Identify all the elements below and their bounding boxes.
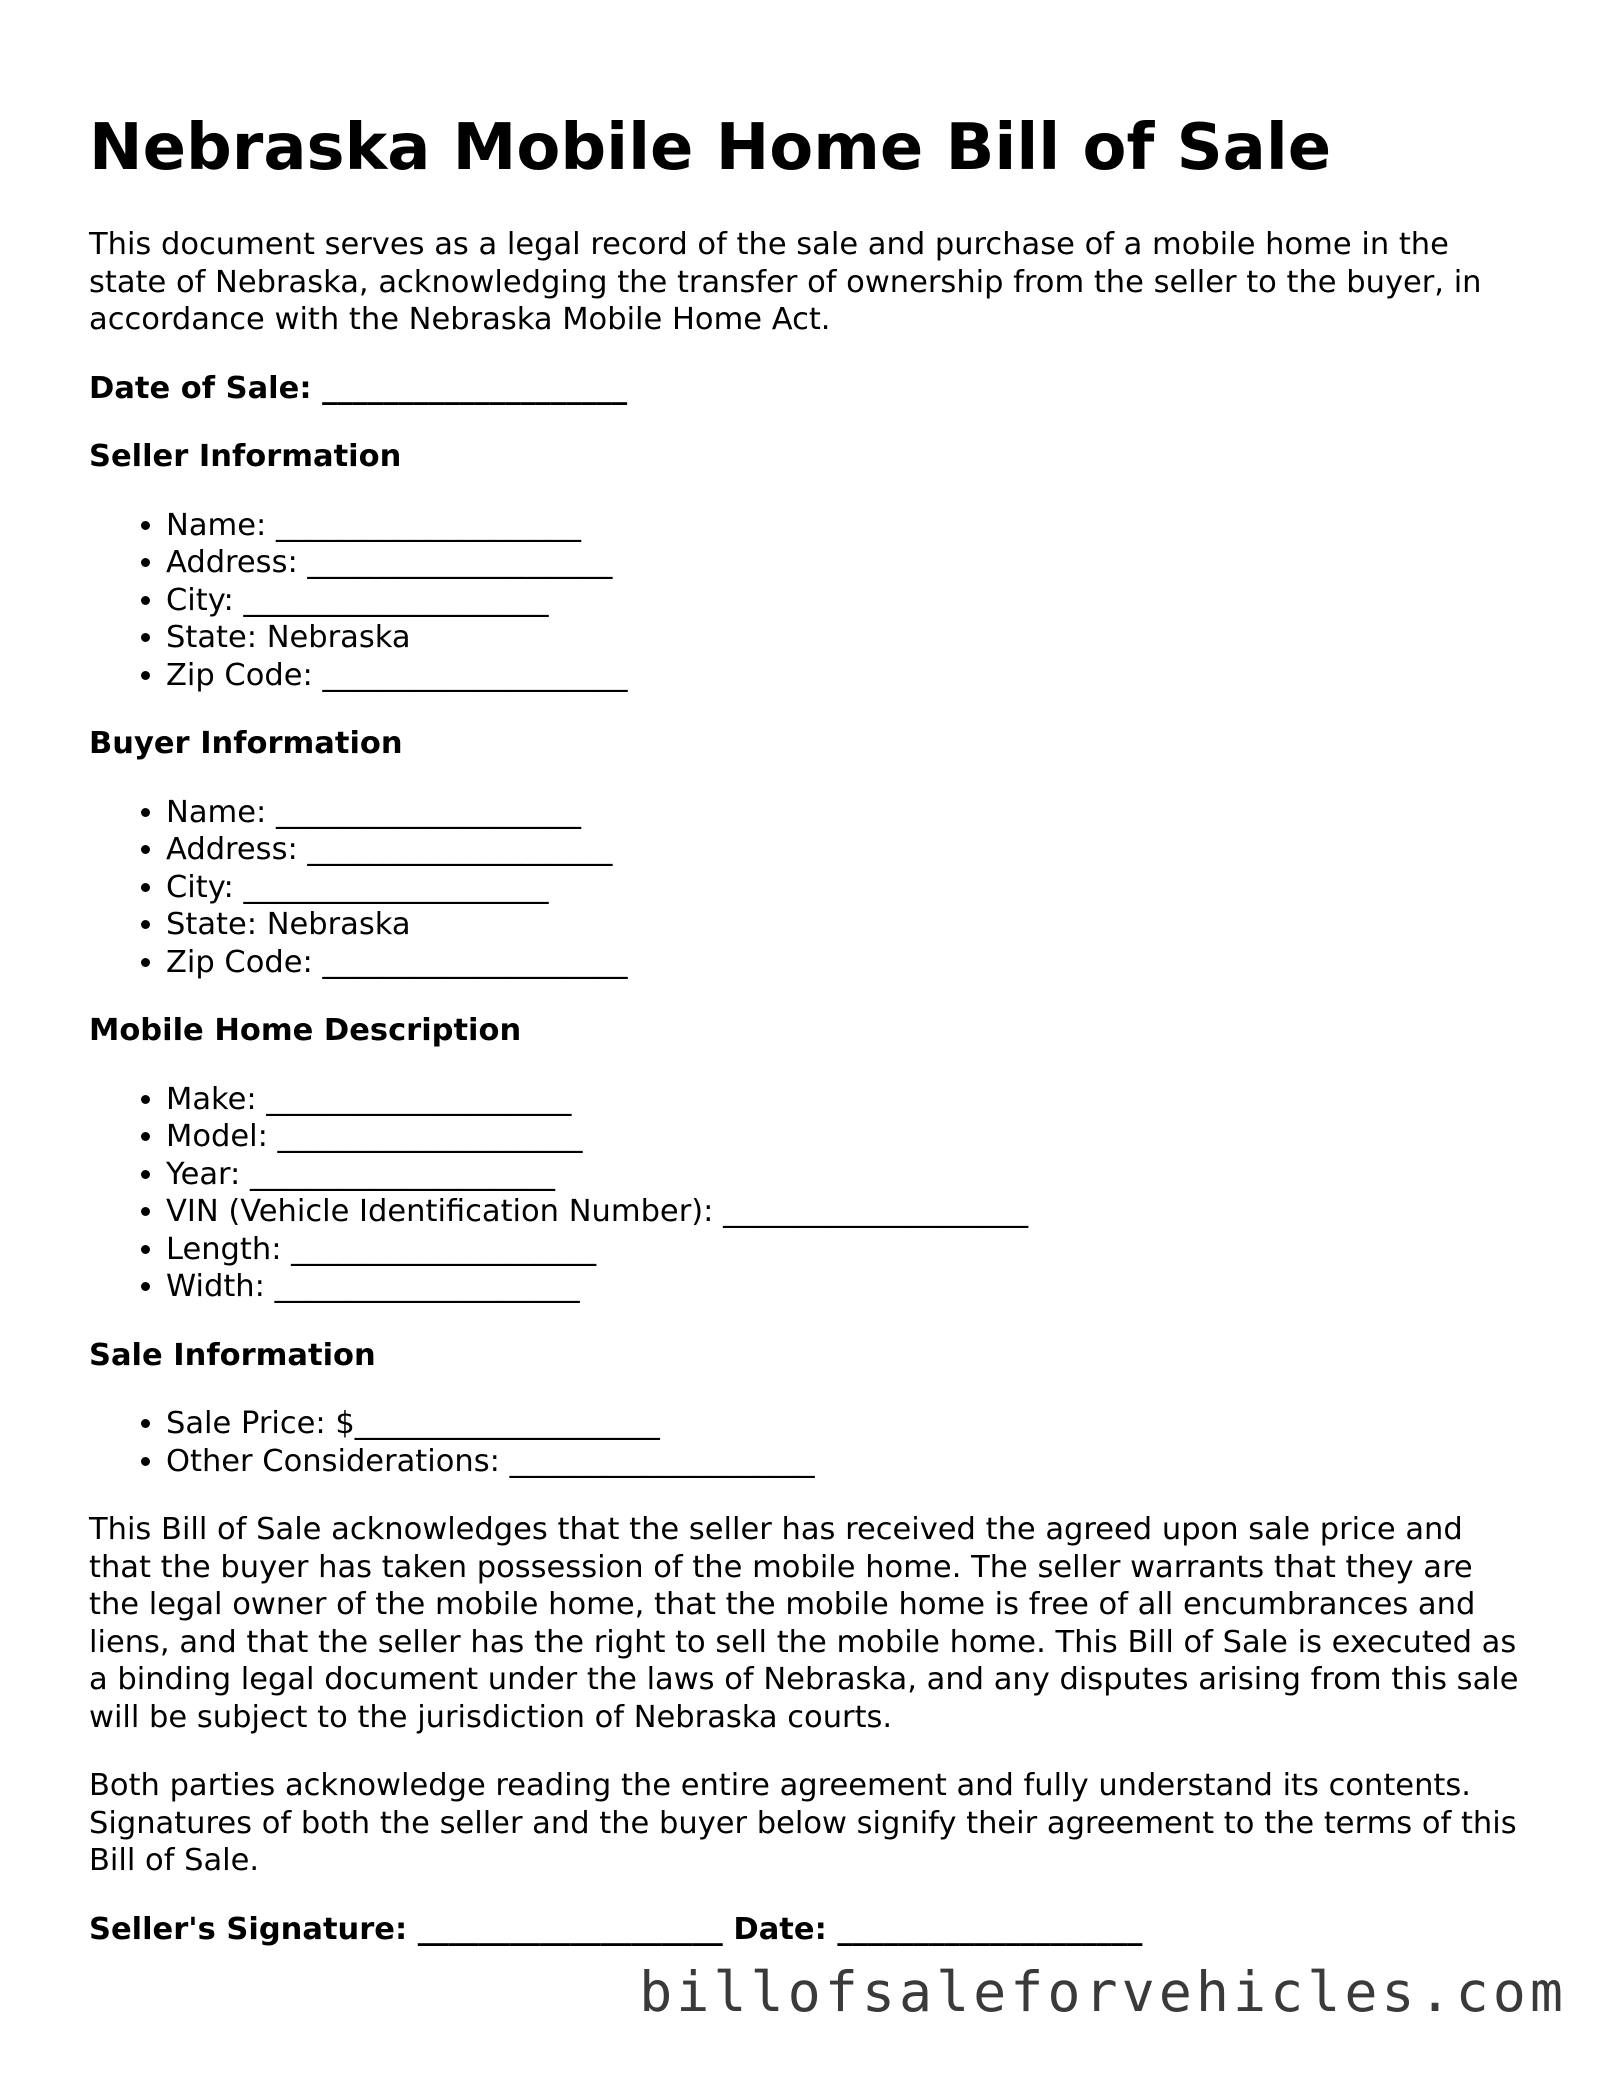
seller-zip-field: • Zip Code: ____________________ [166,657,1529,695]
length-field: • Length: ____________________ [166,1231,1529,1269]
buyer-name-field: • Name: ____________________ [166,794,1529,832]
mobile-home-heading: Mobile Home Description [89,1013,522,1048]
sale-price-field: • Sale Price: $____________________ [166,1405,1529,1443]
seller-address-field: • Address: ____________________ [166,544,1529,582]
buyer-city-field: • City: ____________________ [166,869,1529,907]
buyer-heading: Buyer Information [89,726,403,761]
seller-name-field: • Name: ____________________ [166,507,1529,545]
document-page [89,110,1529,1948]
vin-field: • VIN (Vehicle Identification Number): ____________________ [166,1193,1529,1231]
sale-heading: Sale Information [89,1337,376,1373]
acknowledgement-paragraph: This Bill of Sale acknowledges that the seller has received the agreed upon sale price and that the buyer has taken possession of the mobile home. The seller warrants that they are the legal owner of the mobile home, that the mobile home is free of all encumbrances and liens, and that the seller has the right to sell the mobile home. This Bill of Sale is executed as a binding legal document under the laws of Nebraska, and any disputes arising from this sale will be subject to the jurisdiction of Nebraska courts. [89,1512,1519,1735]
seller-state-field: • State: Nebraska [166,619,1529,657]
document-title: Nebraska Mobile Home Bill of Sale [89,111,1332,185]
date-of-sale-field: Date of Sale: ____________________ [89,370,628,406]
seller-list [89,507,1529,695]
seller-heading: Seller Information [89,439,402,474]
seller-signature-line: Seller's Signature: ____________________ Date: ____________________ [89,1911,1143,1947]
seller-city-field: • City: ____________________ [166,582,1529,620]
make-field: • Make: ____________________ [166,1081,1529,1119]
agreement-paragraph: Both parties acknowledge reading the entire agreement and fully understand its contents. Signatures of both the seller and the buyer below signify their agreement to the terms of this Bill of Sale. [89,1768,1517,1878]
mobile-home-list [89,1081,1529,1306]
buyer-address-field: • Address: ____________________ [166,831,1529,869]
watermark-text: billofsaleforvehicles.com [639,1960,1567,2024]
sale-list [89,1405,1529,1480]
year-field: • Year: ____________________ [166,1156,1529,1194]
buyer-state-field: • State: Nebraska [166,906,1529,944]
model-field: • Model: ____________________ [166,1118,1529,1156]
buyer-list [89,794,1529,982]
buyer-zip-field: • Zip Code: ____________________ [166,944,1529,982]
intro-paragraph: This document serves as a legal record of the sale and purchase of a mobile home in the state of Nebraska, acknowledging the transfer of ownership from the seller to the buyer, in accordance with the Nebraska Mobile Home Act. [89,227,1482,337]
other-considerations-field: • Other Considerations: ____________________ [166,1443,1529,1481]
width-field: • Width: ____________________ [166,1268,1529,1306]
